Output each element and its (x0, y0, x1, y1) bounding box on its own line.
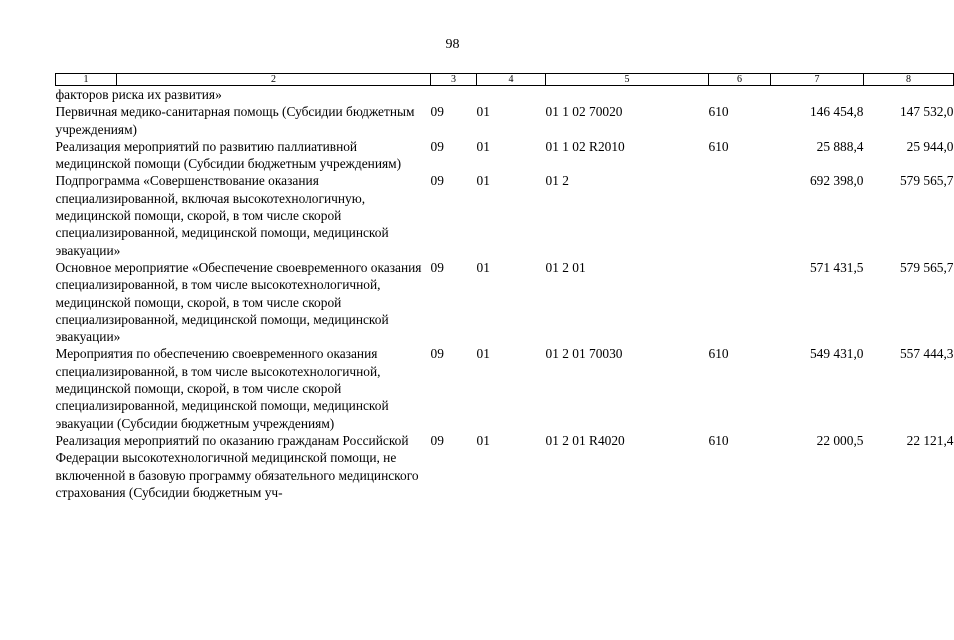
row-code (546, 86, 709, 104)
table-row (56, 138, 954, 173)
row-expense-type: 610 (708, 104, 729, 120)
row-year1-amount: 22 000,5 (816, 432, 864, 448)
row-subsection: 01 (476, 173, 490, 189)
column-header: 4 (477, 74, 546, 86)
row-year2-amount (864, 86, 954, 104)
row-subsection: 01 (476, 346, 490, 362)
row-name: Первичная медико-санитарная помощь (Субсидии бюджетным учреждениям) (55, 104, 415, 137)
row-expense-type (709, 172, 771, 258)
row-expense-type: 610 (708, 138, 729, 154)
row-name: факторов риска их развития» (55, 87, 222, 102)
row-name: Реализация мероприятий по развитию паллиативной медицинской помощи (Субсидии бюджетным учреждениям) (55, 138, 402, 172)
row-section: 09 (430, 104, 444, 120)
table-row (56, 432, 954, 501)
row-year2-amount: 579 565,7 (899, 259, 954, 275)
row-section: 09 (430, 138, 444, 154)
column-header: 5 (546, 74, 709, 86)
column-header: 3 (431, 74, 477, 86)
row-name: Основное мероприятие «Обеспечение своевременного оказания специализированной, в том числе высокотехнологичной, медицинской помощи, скорой, в том числе скорой специализированной, медицинской помощи, медицинской эвакуации» (55, 259, 422, 345)
header-row (56, 74, 954, 86)
row-year1-amount: 25 888,4 (816, 138, 864, 154)
row-year1-amount: 692 398,0 (809, 173, 864, 189)
row-year1-amount: 549 431,0 (809, 346, 864, 362)
row-expense-type: 610 (708, 346, 729, 362)
page-number: 98 (445, 37, 460, 52)
row-expense-type (709, 259, 771, 345)
table-row (56, 172, 954, 258)
row-year2-amount: 579 565,7 (899, 173, 954, 189)
table-row (56, 86, 954, 104)
row-expense-type: 610 (708, 432, 729, 448)
column-header: 1 (56, 74, 117, 86)
row-code: 01 2 01 70030 (545, 346, 623, 362)
row-name: Реализация мероприятий по оказанию гражданам Российской Федерации высокотехнологичной медицинской помощи, не включенной в базовую программу обязательного медицинского страхования (Субсидии бюджетным уч- (55, 432, 419, 500)
table-row (56, 345, 954, 431)
row-code: 01 2 (545, 173, 569, 189)
row-subsection: 01 (476, 432, 490, 448)
row-subsection (477, 86, 546, 104)
row-year1-amount: 571 431,5 (809, 259, 864, 275)
row-subsection: 01 (476, 138, 490, 154)
row-code: 01 2 01 (545, 259, 586, 275)
row-section: 09 (430, 173, 444, 189)
column-header: 8 (864, 74, 954, 86)
row-code: 01 1 02 70020 (545, 104, 623, 120)
column-header: 6 (709, 74, 771, 86)
row-year2-amount: 557 444,3 (899, 346, 954, 362)
row-section (431, 86, 477, 104)
row-code: 01 2 01 R4020 (545, 432, 625, 448)
row-year1-amount (771, 86, 864, 104)
row-name: Подпрограмма «Совершенствование оказания специализированной, включая высокотехнологичную, медицинской помощи, скорой, в том числе скорой специализированной, медицинской помощи, медицинской эвакуации» (55, 173, 389, 258)
row-year1-amount: 146 454,8 (809, 104, 864, 120)
column-header: 2 (117, 74, 431, 86)
table-row (56, 259, 954, 345)
row-subsection: 01 (476, 259, 490, 275)
column-header: 7 (771, 74, 864, 86)
row-subsection: 01 (476, 104, 490, 120)
row-section: 09 (430, 259, 444, 275)
row-section: 09 (430, 432, 444, 448)
row-year2-amount: 147 532,0 (899, 104, 954, 120)
row-section: 09 (430, 346, 444, 362)
table-row (56, 103, 954, 138)
row-year2-amount: 22 121,4 (906, 432, 954, 448)
row-year2-amount: 25 944,0 (906, 138, 954, 154)
row-expense-type (709, 86, 771, 104)
budget-table (55, 73, 954, 501)
row-name: Мероприятия по обеспечению своевременного оказания специализированной, в том числе высокотехнологичной, медицинской помощи, скорой, в том числе скорой специализированной, медицинской помощи, медицинской эвакуации (Субсидии бюджетным учреждениям) (55, 346, 389, 431)
row-code: 01 1 02 R2010 (545, 138, 625, 154)
